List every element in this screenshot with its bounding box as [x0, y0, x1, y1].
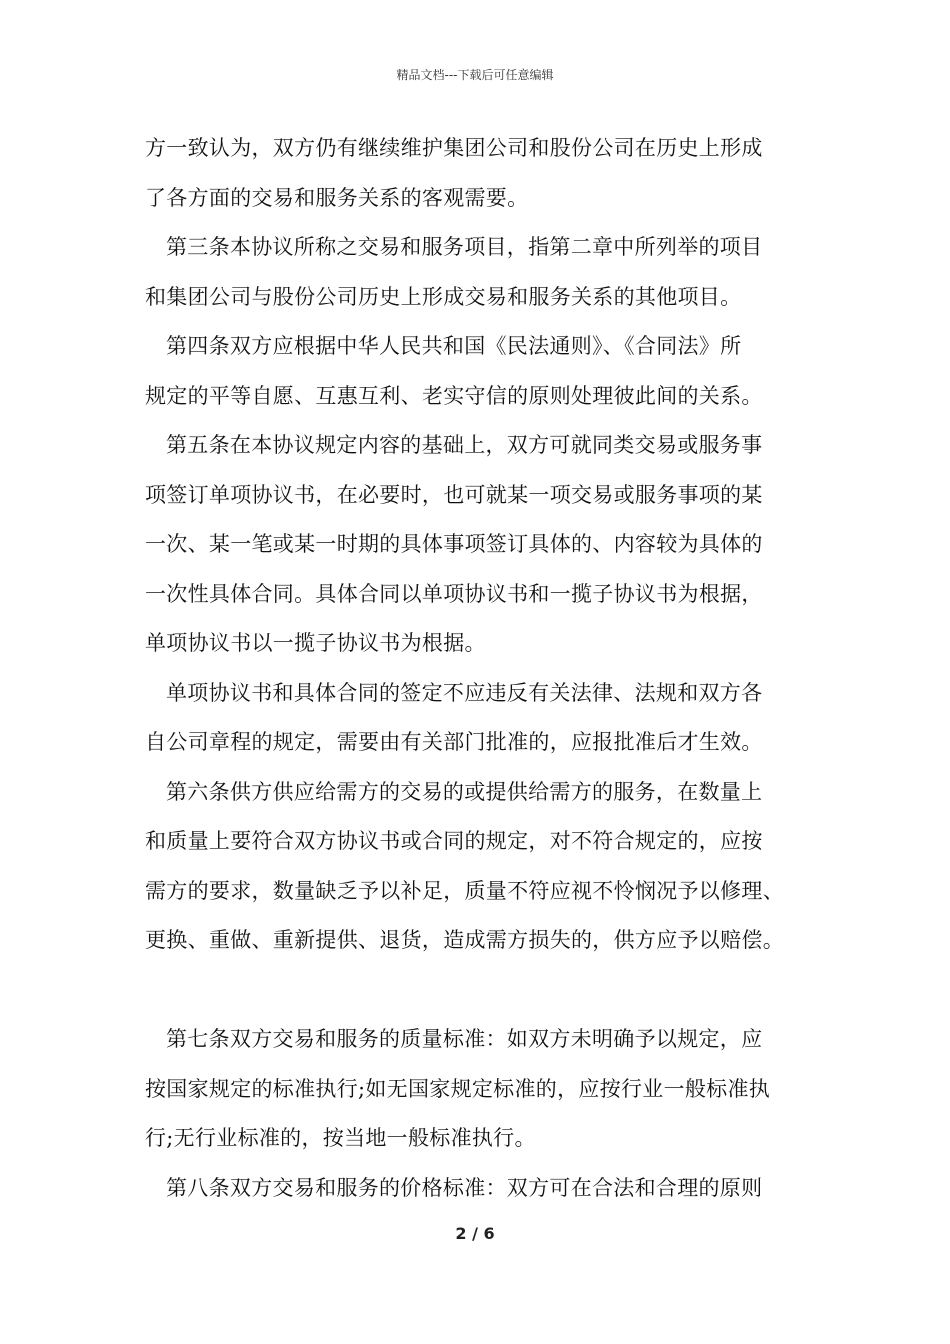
- body-line: 自公司章程的规定，需要由有关部门批准的，应报批准后才生效。: [145, 730, 763, 754]
- page-number: 2 / 6: [455, 1224, 495, 1243]
- body-line: 行;无行业标准的，按当地一般标准执行。: [145, 1126, 536, 1150]
- paragraph-gap: [145, 970, 825, 1020]
- body-line: 第四条双方应根据中华人民共和国《民法通则》、《合同法》所: [166, 334, 742, 358]
- body-line: 规定的平等自愿、互惠互利、老实守信的原则处理彼此间的关系。: [145, 383, 763, 408]
- body-line: 了各方面的交易和服务关系的客观需要。: [145, 185, 529, 210]
- body-line: 单项协议书以一揽子协议书为根据。: [145, 631, 486, 655]
- body-line: 需方的要求，数量缺乏予以补足，质量不符应视不怜悯况予以修理、: [145, 878, 784, 903]
- body-line: 一次性具体合同。具体合同以单项协议书和一揽子协议书为根据，: [145, 581, 763, 606]
- body-line: 按国家规定的标准执行;如无国家规定标准的，应按行业一般标准执: [145, 1076, 771, 1101]
- body-line: 一次、某一笔或某一时期的具体事项签订具体的、内容较为具体的: [145, 532, 763, 556]
- body-line: 方一致认为，双方仍有继续维护集团公司和股份公司在历史上形成: [145, 136, 763, 160]
- body-line: 第五条在本协议规定内容的基础上，双方可就同类交易或服务事: [166, 433, 763, 457]
- body-line: 第六条供方供应给需方的交易的或提供给需方的服务，在数量上: [166, 779, 763, 804]
- body-line: 第七条双方交易和服务的质量标准：如双方未明确予以规定，应: [166, 1027, 763, 1051]
- body-line: 第三条本协议所称之交易和服务项目，指第二章中所列举的项目: [166, 235, 763, 259]
- body-line: 第八条双方交易和服务的价格标准：双方可在合法和合理的原则: [166, 1175, 763, 1200]
- body-line: 项签订单项协议书，在必要时，也可就某一项交易或服务事项的某: [145, 482, 763, 507]
- body-line: 更换、重做、重新提供、退货，造成需方损失的，供方应予以赔偿。: [145, 928, 784, 952]
- page-header: 精品文档---下载后可任意编辑: [396, 68, 554, 82]
- body-line: 和集团公司与股份公司历史上形成交易和服务关系的其他项目。: [145, 284, 742, 309]
- document-body: [145, 128, 825, 1217]
- body-line: 和质量上要符合双方协议书或合同的规定，对不符合规定的，应按: [145, 829, 763, 853]
- body-line: 单项协议书和具体合同的签定不应违反有关法律、法规和双方各: [166, 680, 763, 705]
